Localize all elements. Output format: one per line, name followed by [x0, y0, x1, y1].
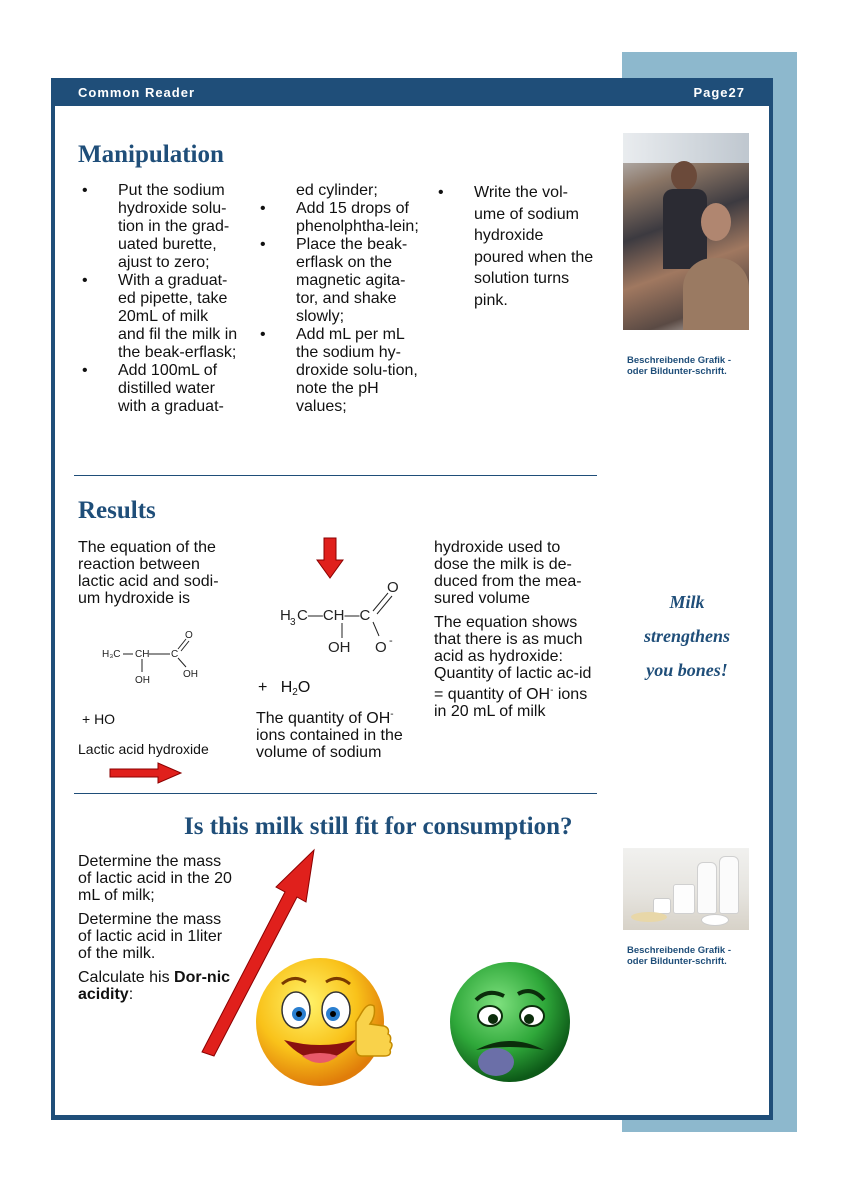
h2o-sub: 2 [292, 687, 298, 698]
molecule-o-minus: O [375, 639, 387, 656]
paragraph: hydroxide used to dose the milk is de-duced from the mea-sured volume [434, 539, 582, 607]
list-item: • Write the vol-ume of sodium hydroxide poured when the solution turns pink. [434, 182, 594, 311]
lactate-structure-large [278, 578, 408, 658]
question-title: Is this milk still fit for consumption? [184, 813, 573, 840]
molecule-h: H [280, 607, 291, 624]
quote-line: Milk [669, 592, 705, 612]
red-arrow-down-icon [316, 536, 344, 580]
equation-text-tail: ions in 20 mL of milk [434, 686, 588, 720]
molecule-oh-bottom: OH [135, 675, 150, 686]
equation-text: The equation shows that there is as much acid as hydroxide: Quantity of lactic ac-id = quantity of OH [434, 614, 592, 703]
lactic-acid-hydroxide-label: Lactic acid hydroxide [78, 741, 209, 757]
molecule-sub3: 3 [290, 617, 296, 628]
paragraph [434, 614, 599, 720]
molecule-minus: - [389, 635, 393, 647]
manipulation-column-2 [256, 182, 421, 416]
h2o-h: H [280, 679, 293, 696]
sick-emoji-icon [446, 958, 576, 1088]
quote-line: strengthens [643, 626, 731, 646]
text: Calculate his [78, 969, 175, 986]
section-divider [74, 793, 597, 794]
manipulation-column-3 [434, 182, 594, 311]
milk-bottles-photo [623, 848, 749, 930]
figure-caption-1: Beschreibende Grafik - oder Bildunter-schrift. [627, 355, 732, 377]
molecule-oh-right: OH [183, 669, 198, 680]
students-lab-photo [623, 133, 749, 330]
quantity-text: The quantity of OH [256, 710, 391, 727]
quantity-paragraph [256, 706, 421, 761]
h2o-o: O [297, 679, 311, 696]
manipulation-column-1 [78, 182, 238, 416]
red-arrow-right-icon [108, 762, 184, 784]
page-header [51, 78, 773, 106]
list-item: • Place the beak-erflask on the magnetic agita-tor, and shake slowly; [256, 236, 421, 326]
dornic-acidity-term: Dor-nic acidity [78, 969, 231, 1003]
lactic-acid-structure-small [96, 628, 226, 686]
results-column-3 [434, 539, 599, 727]
sidebar-quote [622, 585, 752, 687]
list-item: • With a graduat-ed pipette, take 20mL of milk and fil the milk in the beak-erflask; [78, 272, 238, 362]
molecule-h3c: H₃C [102, 649, 121, 660]
section-divider [74, 475, 597, 476]
list-item: • Add 100mL of distilled water with a graduat- [78, 362, 238, 416]
quantity-superscript: - [390, 709, 394, 720]
plus-sign: + [258, 679, 268, 696]
molecule-c-ch-c: C—CH—C [297, 607, 371, 624]
happy-emoji-icon [254, 952, 404, 1092]
list-item: • Add 15 drops of phenolphtha-lein; [256, 200, 421, 236]
molecule-o-top: O [387, 579, 399, 596]
paragraph: Determine the mass of lactic acid in the 20 mL of milk; [78, 853, 232, 904]
figure-caption-2: Beschreibende Grafik - oder Bildunter-schrift. [627, 945, 732, 967]
list-item: • Put the sodium hydroxide solu-tion in the grad-uated burette, ajust to zero; [78, 182, 238, 272]
section-title-manipulation: Manipulation [78, 141, 224, 168]
quantity-text-tail: ions contained in the volume of sodium [256, 727, 403, 761]
paragraph: Determine the mass of lactic acid in 1liter of the milk. [78, 911, 223, 962]
header-publication: Common Reader [78, 85, 196, 100]
molecule-oh: OH [328, 639, 351, 656]
molecule-c: C [171, 649, 179, 660]
section-title-results: Results [78, 497, 156, 524]
quote-line: you bones! [646, 660, 728, 680]
list-continuation: ed cylinder; [296, 182, 378, 199]
molecule-ch: CH [135, 649, 150, 660]
text: : [128, 986, 134, 1003]
equation-superscript: - [550, 685, 554, 696]
results-intro: The equation of the reaction between lactic acid and sodi-um hydroxide is [78, 539, 219, 607]
molecule-o: O [185, 630, 193, 641]
header-page-number: Page27 [693, 85, 745, 100]
plus-ho: + HO [82, 711, 116, 727]
list-item: • Add mL per mL the sodium hy-droxide solu-tion, note the pH values; [256, 326, 421, 416]
plus-h2o [258, 679, 310, 701]
